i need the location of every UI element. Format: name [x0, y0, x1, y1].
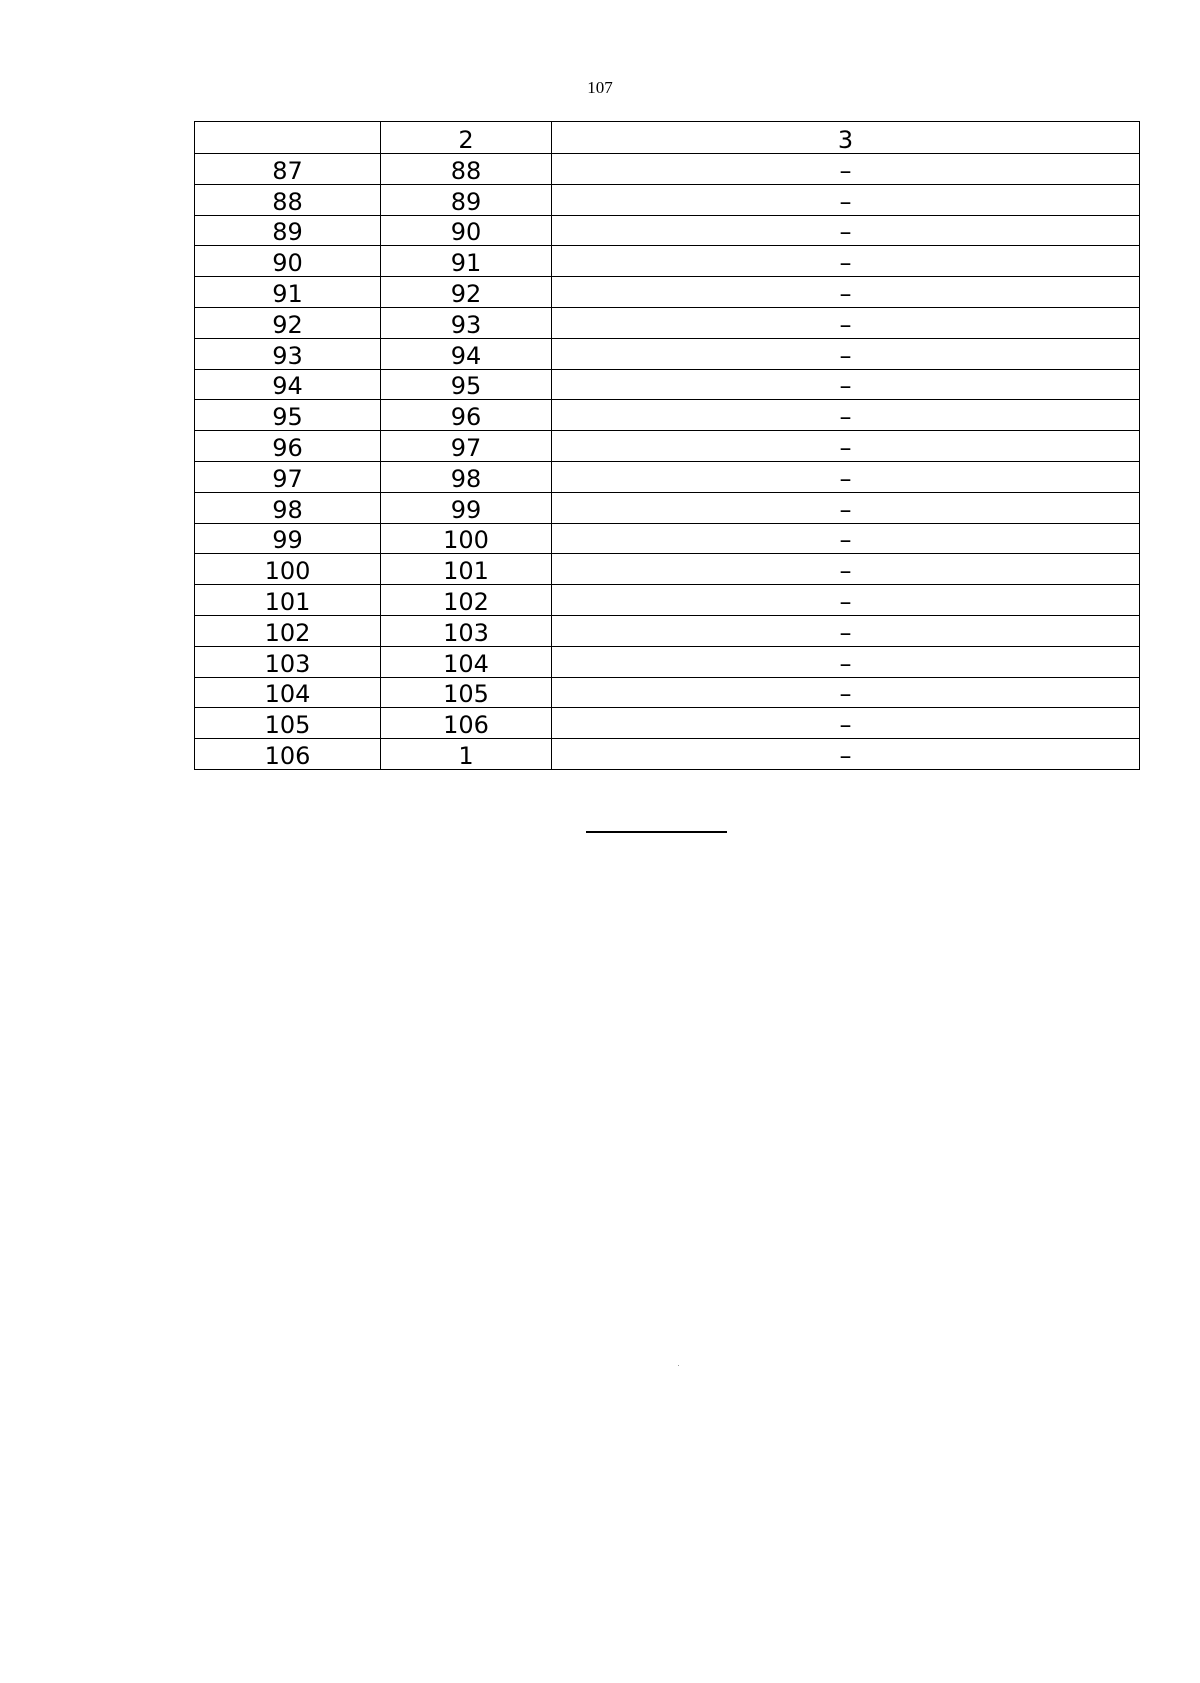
table-cell-col2: 93	[381, 307, 552, 338]
data-table-container	[194, 121, 1139, 770]
table-cell-col3: –	[552, 615, 1140, 646]
table-row	[195, 615, 1140, 646]
column-header-3: 3	[552, 122, 1140, 154]
table-cell-col3: –	[552, 739, 1140, 770]
table-row	[195, 277, 1140, 308]
table-cell-col3: –	[552, 277, 1140, 308]
table-cell-col3: –	[552, 554, 1140, 585]
table-cell-col1: 97	[195, 461, 381, 492]
table-row	[195, 739, 1140, 770]
table-cell-col2: 90	[381, 215, 552, 246]
table-cell-col1: 100	[195, 554, 381, 585]
table-cell-col1: 91	[195, 277, 381, 308]
table-cell-col3: –	[552, 708, 1140, 739]
data-table	[194, 121, 1140, 770]
table-cell-col1: 105	[195, 708, 381, 739]
table-cell-col1: 92	[195, 307, 381, 338]
table-cell-col1: 88	[195, 184, 381, 215]
table-row	[195, 184, 1140, 215]
table-row	[195, 307, 1140, 338]
table-cell-col2: 106	[381, 708, 552, 739]
table-cell-col2: 100	[381, 523, 552, 554]
table-cell-col2: 1	[381, 739, 552, 770]
table-row	[195, 431, 1140, 462]
table-cell-col3: –	[552, 154, 1140, 185]
table-cell-col3: –	[552, 307, 1140, 338]
table-cell-col2: 95	[381, 369, 552, 400]
table-row	[195, 369, 1140, 400]
table-cell-col2: 102	[381, 585, 552, 616]
table-cell-col1: 101	[195, 585, 381, 616]
table-cell-col3: –	[552, 369, 1140, 400]
table-row	[195, 554, 1140, 585]
table-cell-col2: 91	[381, 246, 552, 277]
table-cell-col1: 95	[195, 400, 381, 431]
table-cell-col3: –	[552, 246, 1140, 277]
table-cell-col3: –	[552, 492, 1140, 523]
table-cell-col1: 87	[195, 154, 381, 185]
table-cell-col1: 102	[195, 615, 381, 646]
table-cell-col1: 104	[195, 677, 381, 708]
table-cell-col3: –	[552, 215, 1140, 246]
table-cell-col2: 104	[381, 646, 552, 677]
table-cell-col3: –	[552, 646, 1140, 677]
scan-speck	[678, 1365, 679, 1366]
table-row	[195, 523, 1140, 554]
table-cell-col2: 105	[381, 677, 552, 708]
table-row	[195, 400, 1140, 431]
table-row	[195, 338, 1140, 369]
table-cell-col3: –	[552, 431, 1140, 462]
table-row	[195, 708, 1140, 739]
table-cell-col2: 98	[381, 461, 552, 492]
end-rule	[586, 831, 727, 833]
table-cell-col3: –	[552, 523, 1140, 554]
table-cell-col2: 101	[381, 554, 552, 585]
table-row	[195, 492, 1140, 523]
table-cell-col1: 106	[195, 739, 381, 770]
table-cell-col1: 96	[195, 431, 381, 462]
table-row	[195, 461, 1140, 492]
table-body	[195, 154, 1140, 770]
table-cell-col3: –	[552, 461, 1140, 492]
table-cell-col2: 89	[381, 184, 552, 215]
table-cell-col1: 94	[195, 369, 381, 400]
table-row	[195, 246, 1140, 277]
page-number: 107	[587, 78, 613, 97]
table-cell-col1: 98	[195, 492, 381, 523]
column-header-2: 2	[381, 122, 552, 154]
table-header	[195, 122, 1140, 154]
table-cell-col2: 88	[381, 154, 552, 185]
table-cell-col3: –	[552, 585, 1140, 616]
table-cell-col3: –	[552, 338, 1140, 369]
table-cell-col3: –	[552, 677, 1140, 708]
table-row	[195, 646, 1140, 677]
table-header-row	[195, 122, 1140, 154]
table-cell-col1: 89	[195, 215, 381, 246]
table-row	[195, 677, 1140, 708]
table-row	[195, 585, 1140, 616]
table-cell-col2: 94	[381, 338, 552, 369]
table-cell-col2: 103	[381, 615, 552, 646]
table-cell-col2: 96	[381, 400, 552, 431]
table-cell-col1: 99	[195, 523, 381, 554]
table-cell-col3: –	[552, 400, 1140, 431]
table-cell-col1: 93	[195, 338, 381, 369]
table-cell-col1: 90	[195, 246, 381, 277]
table-cell-col2: 97	[381, 431, 552, 462]
table-cell-col2: 92	[381, 277, 552, 308]
table-cell-col3: –	[552, 184, 1140, 215]
table-row	[195, 215, 1140, 246]
table-cell-col2: 99	[381, 492, 552, 523]
table-row	[195, 154, 1140, 185]
table-cell-col1: 103	[195, 646, 381, 677]
column-header-1	[195, 122, 381, 154]
